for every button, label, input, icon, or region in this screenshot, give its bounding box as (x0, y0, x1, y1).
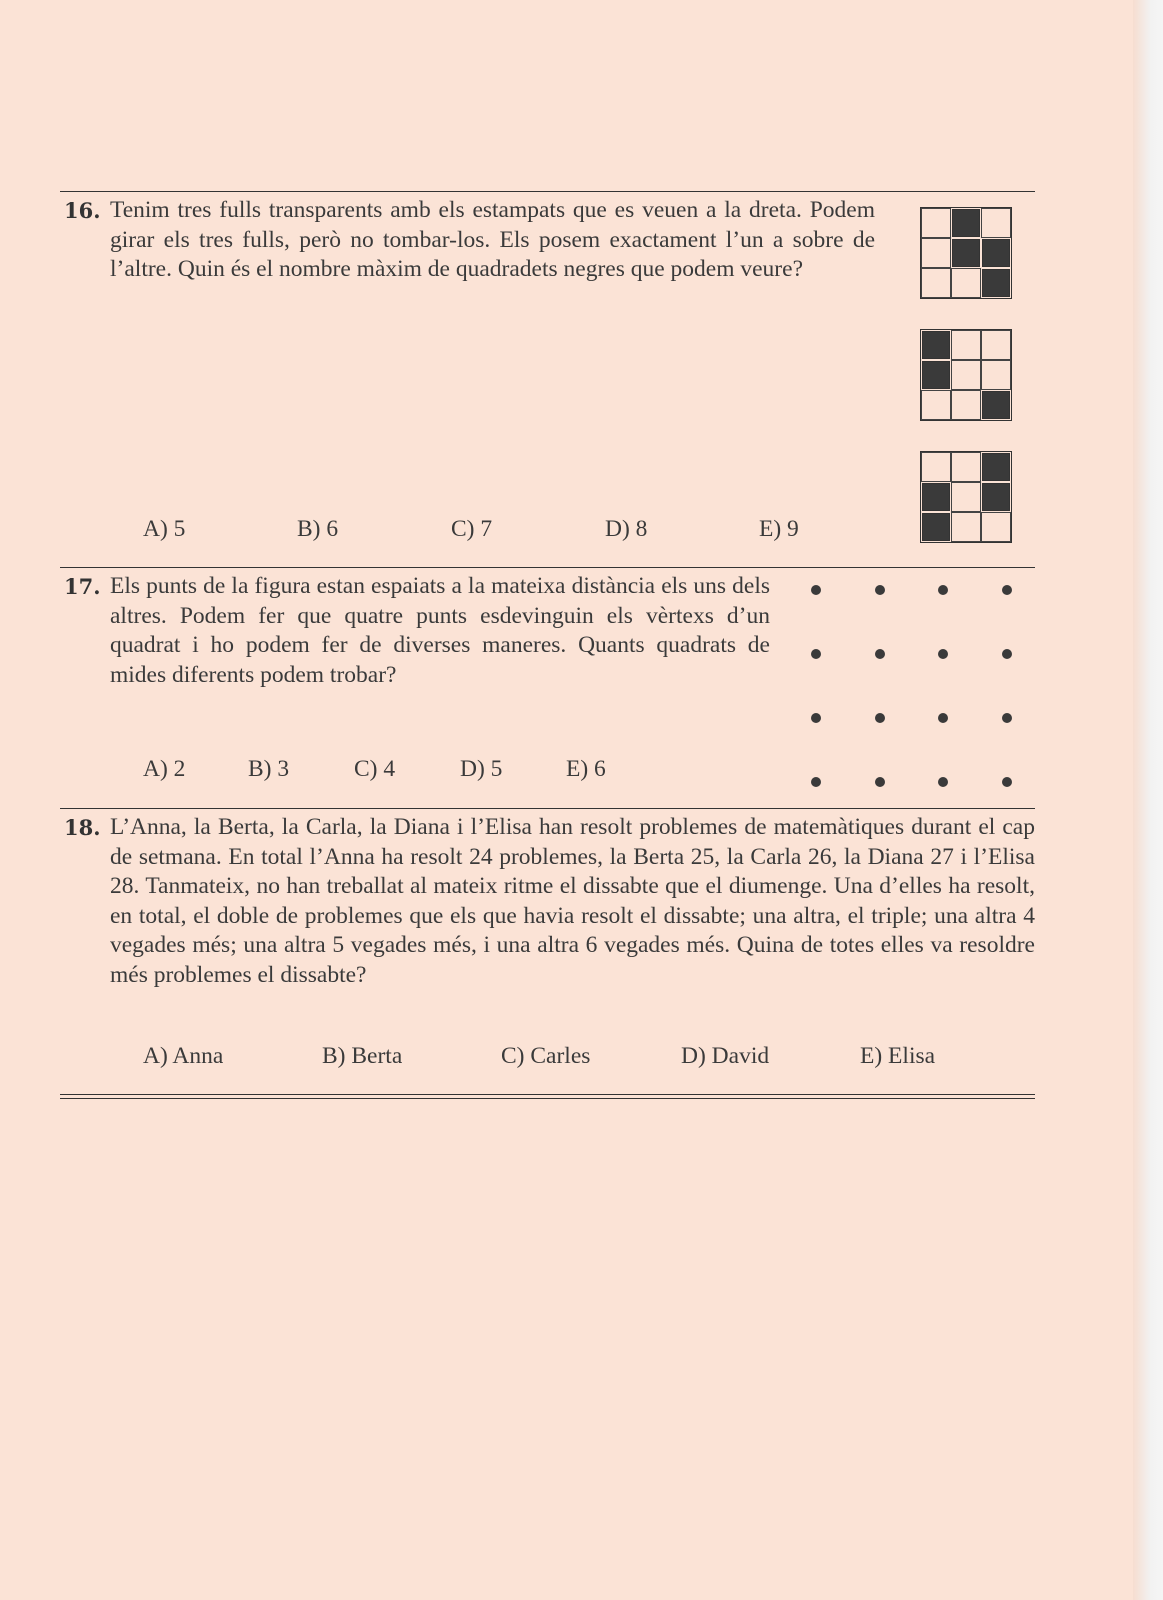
empty-square (951, 390, 981, 420)
rule-bottom (60, 1094, 1035, 1095)
grid-dot (938, 585, 948, 595)
rule-top-17 (60, 567, 1035, 568)
black-square (921, 512, 951, 542)
grid-dot (875, 585, 885, 595)
answer-c[interactable]: C) Carles (501, 1043, 591, 1069)
answer-a[interactable]: A) 2 (143, 756, 186, 782)
empty-square (921, 238, 951, 268)
answer-c[interactable]: C) 4 (354, 756, 396, 782)
black-square (951, 208, 981, 238)
empty-square (951, 482, 981, 512)
empty-square (951, 452, 981, 482)
grid-dot (875, 777, 885, 787)
empty-square (981, 360, 1011, 390)
answer-b[interactable]: B) Berta (322, 1043, 403, 1069)
problem-text: Tenim tres fulls transparents amb els estampats que es veuen a la dreta. Podem girar els tres fulls, però no tombar-los. Els posem exactament l’un a sobre de l’altre. Quin és el nombre màxim de quadradets negres que podem veure? (110, 197, 875, 282)
rule-top-18 (60, 808, 1035, 809)
sheet-3 (920, 451, 1012, 543)
black-square (951, 238, 981, 268)
empty-square (951, 512, 981, 542)
grid-dot (811, 777, 821, 787)
answer-d[interactable]: D) David (681, 1043, 770, 1069)
black-square (981, 238, 1011, 268)
sheet-2 (920, 329, 1012, 421)
grid-dot (875, 649, 885, 659)
grid-dot (811, 713, 821, 723)
empty-square (981, 208, 1011, 238)
answer-d[interactable]: D) 8 (605, 516, 648, 542)
black-square (981, 268, 1011, 298)
empty-square (921, 390, 951, 420)
grid-dot (875, 713, 885, 723)
grid-dot (938, 649, 948, 659)
answer-a[interactable]: A) Anna (143, 1043, 224, 1069)
black-square (981, 482, 1011, 512)
black-square (981, 452, 1011, 482)
rule-top-16 (60, 191, 1035, 192)
problem-text: L’Anna, la Berta, la Carla, la Diana i l’Elisa han resolt problemes de matemàtiques durant el cap de setmana. En total l’Anna ha resolt 24 problemes, la Berta 25, la Carla 26, la Diana 27 i l’Elisa 28. Tanmateix, no han treballat al mateix ritme el dissabte que el diumenge. Una d’elles ha resolt, en total, el doble de problemes que els que havia resolt el dissabte; una altra, el triple; una altra 4 vegades més; una altra 5 vegades més, i una altra 6 vegades més. Quina de totes elles va resoldre més problemes el dissabte? (110, 814, 1035, 988)
grid-dot (811, 649, 821, 659)
answer-c[interactable]: C) 7 (451, 516, 493, 542)
grid-dot (811, 585, 821, 595)
empty-square (981, 512, 1011, 542)
empty-square (921, 208, 951, 238)
problem-number: 16. (64, 198, 101, 223)
answer-e[interactable]: E) 6 (566, 756, 606, 782)
problem-number: 18. (64, 815, 101, 840)
answer-d[interactable]: D) 5 (460, 756, 503, 782)
empty-square (921, 268, 951, 298)
black-square (921, 482, 951, 512)
answer-e[interactable]: E) Elisa (860, 1043, 936, 1069)
black-square (981, 390, 1011, 420)
empty-square (921, 452, 951, 482)
problem-text: Els punts de la figura estan espaiats a la mateixa distància els uns dels altres. Podem fer que quatre punts esdevinguin els vèrtexs d’un quadrat i ho podem fer de diverses maneres. Quants quadrats de mides diferents podem trobar? (110, 573, 770, 688)
answer-a[interactable]: A) 5 (143, 516, 186, 542)
grid-dot (1002, 713, 1012, 723)
problem-number: 17. (64, 574, 101, 599)
answer-b[interactable]: B) 6 (297, 516, 339, 542)
answer-b[interactable]: B) 3 (248, 756, 290, 782)
empty-square (951, 268, 981, 298)
empty-square (951, 330, 981, 360)
black-square (921, 360, 951, 390)
sheet-1 (920, 207, 1012, 299)
grid-dot (938, 713, 948, 723)
page-edge (1133, 0, 1163, 1600)
answer-e[interactable]: E) 9 (759, 516, 799, 542)
empty-square (981, 330, 1011, 360)
black-square (921, 330, 951, 360)
grid-dot (1002, 777, 1012, 787)
grid-dot (1002, 585, 1012, 595)
empty-square (951, 360, 981, 390)
grid-dot (1002, 649, 1012, 659)
grid-dot (938, 777, 948, 787)
